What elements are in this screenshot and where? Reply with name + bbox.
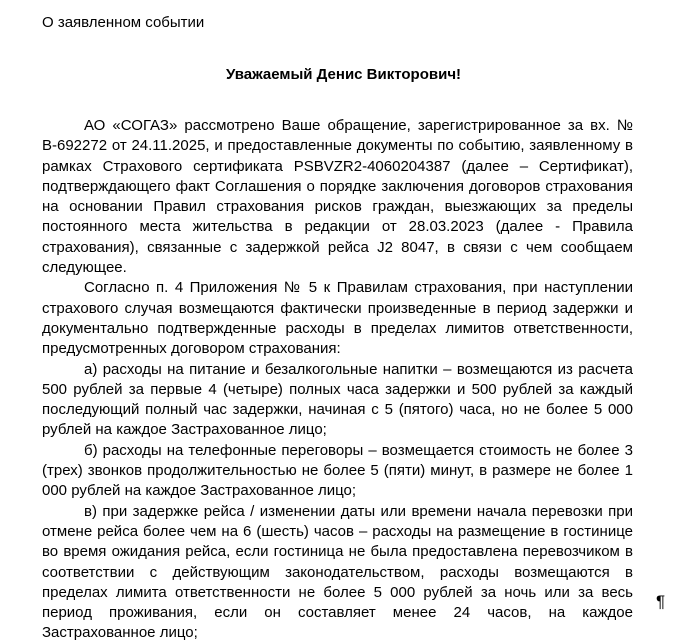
letter-body (42, 116, 633, 644)
paragraph-rules-reference: Согласно п. 4 Приложения № 5 к Правилам страхования, при наступлении страхового случая возмещаются фактически произведенные в период задержки и документально подтвержденные расходы в пределах лимитов ответственности, предусмотренных договором страхования: (42, 279, 633, 358)
letter-subject: О заявленном событии (42, 14, 205, 31)
paragraph-mark-icon: ¶ (656, 592, 666, 611)
paragraph-item-v: в) при задержке рейса / изменении даты или времени начала перевозки при отмене рейса более чем на 6 (шесть) часов – расходы на размещение в гостинице во время ожидания рейса, если гостиница не была предоставлена перевозчиком в соответствии с действующим законодательством, расходы возмещаются в пределах лимита ответственности не более 5 000 рублей за ночь или за весь период проживания, если он составляет менее 24 часов, на каждое Застрахованное лицо; (42, 502, 633, 642)
paragraph-item-b: б) расходы на телефонные переговоры – возмещается стоимость не более 3 (трех) звонков продолжительностью не более 5 (пяти) минут, в размере не более 1 000 рублей на каждое Застрахованное лицо; (42, 441, 633, 500)
paragraph-item-a: а) расходы на питание и безалкогольные напитки – возмещаются из расчета 500 рублей за первые 4 (четыре) полных часа задержки и 500 рублей за каждый последующий полный час задержки, начиная с 5 (пятого) часа, но не более 5 000 рублей на каждое Застрахованное лицо; (42, 360, 633, 439)
paragraph-intro: АО «СОГАЗ» рассмотрено Ваше обращение, зарегистрированное за вх. № В-692272 от 24.11.2025, и предоставленные документы по событию, заявленному в рамках Страхового сертификата PSBVZR2-4060204387 (далее – Сертификат), подтверждающего факт Соглашения о порядке заключения договоров страхования на основании Правил страхования рисков граждан, выезжающих за пределы постоянного места жительства в редакции от 28.03.2023 (далее - Правила страхования), связанные с задержкой рейса J2 8047, в связи с чем сообщаем следующее. (42, 117, 633, 277)
letter-greeting: Уважаемый Денис Викторович! (225, 66, 462, 83)
